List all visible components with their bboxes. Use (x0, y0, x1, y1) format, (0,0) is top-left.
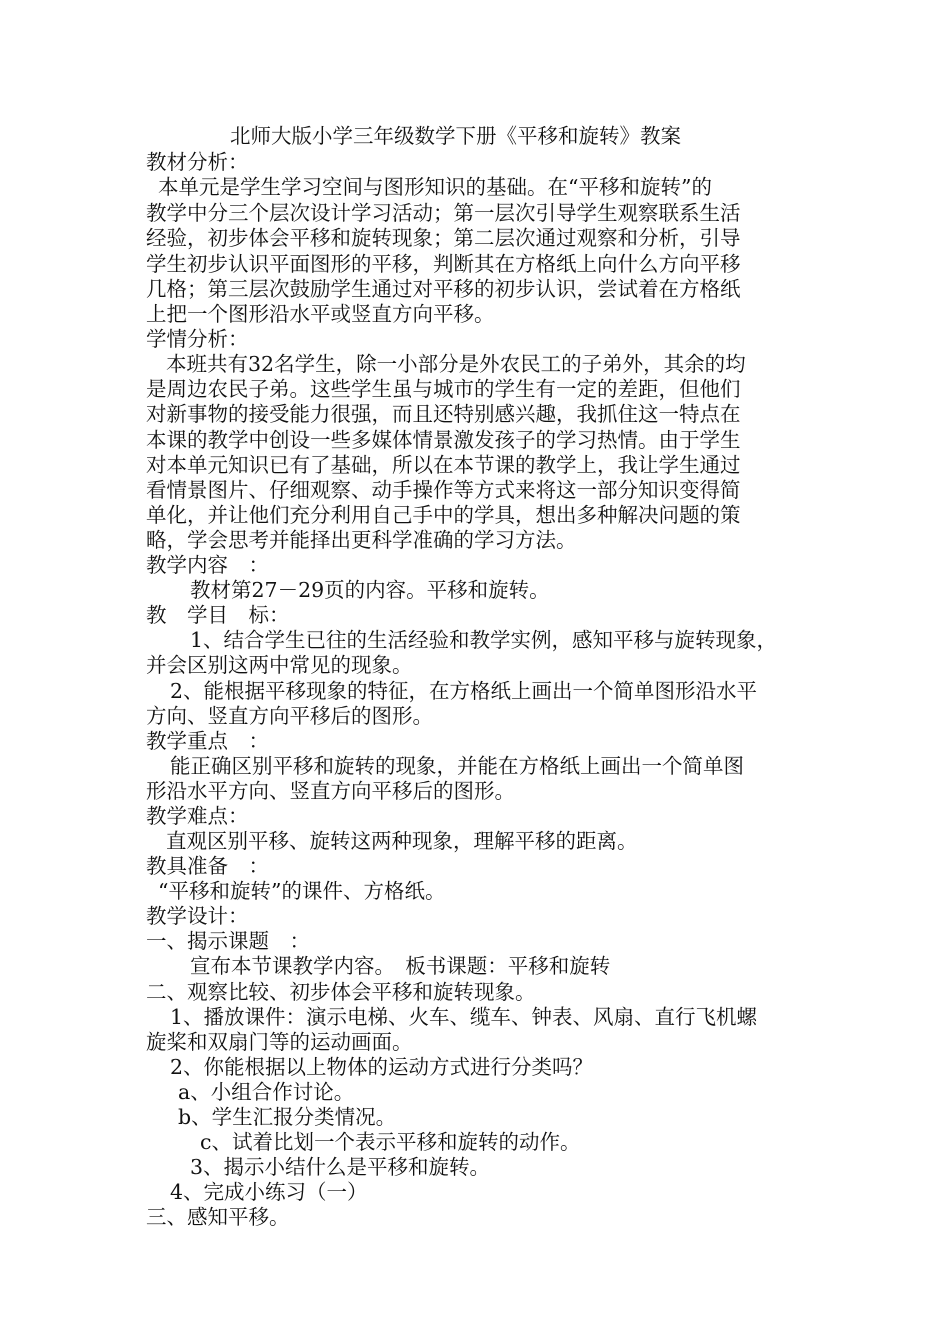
step-line: 4、完成小练习（一） (170, 1180, 368, 1204)
document-title: 北师大版小学三年级数学下册《平移和旋转》教案 (230, 124, 681, 148)
section-heading-objectives: 教 学目 标： (146, 603, 290, 627)
section-heading-design: 教学设计： (146, 904, 249, 928)
paragraph-line: 本课的教学中创设一些多媒体情景激发孩子的学习热情。由于学生 (146, 428, 741, 452)
step-heading: 二、观察比较、初步体会平移和旋转现象。 (146, 980, 536, 1004)
paragraph-line: 对新事物的接受能力很强，而且还特别感兴趣，我抓住这一特点在 (146, 402, 741, 426)
step-line: 3、揭示小结什么是平移和旋转。 (190, 1155, 491, 1179)
paragraph-line: 直观区别平移、旋转这两种现象，理解平移的距离。 (166, 829, 638, 853)
step-line: c、试着比划一个表示平移和旋转的动作。 (200, 1130, 581, 1154)
section-heading-content: 教学内容 ： (146, 553, 269, 577)
paragraph-line: 学生初步认识平面图形的平移，判断其在方格纸上向什么方向平移 (146, 252, 741, 276)
paragraph-line: 教材第27－29页的内容。平移和旋转。 (190, 578, 550, 602)
paragraph-line: 是周边农民子弟。这些学生虽与城市的学生有一定的差距，但他们 (146, 377, 741, 401)
paragraph-line: 形沿水平方向、竖直方向平移后的图形。 (146, 779, 515, 803)
paragraph-line: “平移和旋转”的课件、方格纸。 (158, 879, 446, 903)
paragraph-line: 本单元是学生学习空间与图形知识的基础。在“平移和旋转”的 (158, 175, 712, 199)
step-line: a、小组合作讨论。 (178, 1080, 355, 1104)
step-heading: 一、揭示课题 ： (146, 929, 310, 953)
paragraph-line: 几格；第三层次鼓励学生通过对平移的初步认识，尝试着在方格纸 (146, 277, 741, 301)
paragraph-line: 能正确区别平移和旋转的现象，并能在方格纸上画出一个简单图 (170, 754, 744, 778)
step-line: 2、你能根据以上物体的运动方式进行分类吗？ (170, 1055, 594, 1079)
paragraph-line: 经验，初步体会平移和旋转现象；第二层次通过观察和分析，引导 (146, 226, 741, 250)
section-heading-key-points: 教学重点 ： (146, 729, 269, 753)
paragraph-line: 上把一个图形沿水平或竖直方向平移。 (146, 302, 495, 326)
paragraph-line: 本班共有32名学生，除一小部分是外农民工的子弟外，其余的均 (166, 352, 746, 376)
step-line: b、学生汇报分类情况。 (178, 1105, 397, 1129)
section-heading-students: 学情分析： (146, 327, 249, 351)
step-line: 1、播放课件：演示电梯、火车、缆车、钟表、风扇、直行飞机螺 (170, 1005, 758, 1029)
objective-line: 方向、竖直方向平移后的图形。 (146, 704, 433, 728)
paragraph-line: 教学中分三个层次设计学习活动；第一层次引导学生观察联系生活 (146, 201, 741, 225)
paragraph-line: 单化，并让他们充分利用自己手中的学具，想出多种解决问题的策 (146, 503, 741, 527)
paragraph-line: 略，学会思考并能择出更科学准确的学习方法。 (146, 528, 577, 552)
step-heading: 三、感知平移。 (146, 1205, 290, 1229)
step-line: 宣布本节课教学内容。 板书课题：平移和旋转 (190, 954, 611, 978)
objective-line: 1、结合学生已往的生活经验和教学实例，感知平移与旋转现象， (190, 628, 778, 652)
objective-line: 并会区别这两中常见的现象。 (146, 653, 413, 677)
paragraph-line: 对本单元知识已有了基础，所以在本节课的教学上，我让学生通过 (146, 453, 741, 477)
section-heading-difficulties: 教学难点： (146, 804, 249, 828)
section-heading-materials-prep: 教具准备 ： (146, 854, 269, 878)
paragraph-line: 看情景图片、仔细观察、动手操作等方式来将这一部分知识变得简 (146, 478, 741, 502)
objective-line: 2、能根据平移现象的特征，在方格纸上画出一个简单图形沿水平 (170, 679, 758, 703)
section-heading-materials: 教材分析： (146, 150, 249, 174)
step-line: 旋桨和双扇门等的运动画面。 (146, 1030, 413, 1054)
